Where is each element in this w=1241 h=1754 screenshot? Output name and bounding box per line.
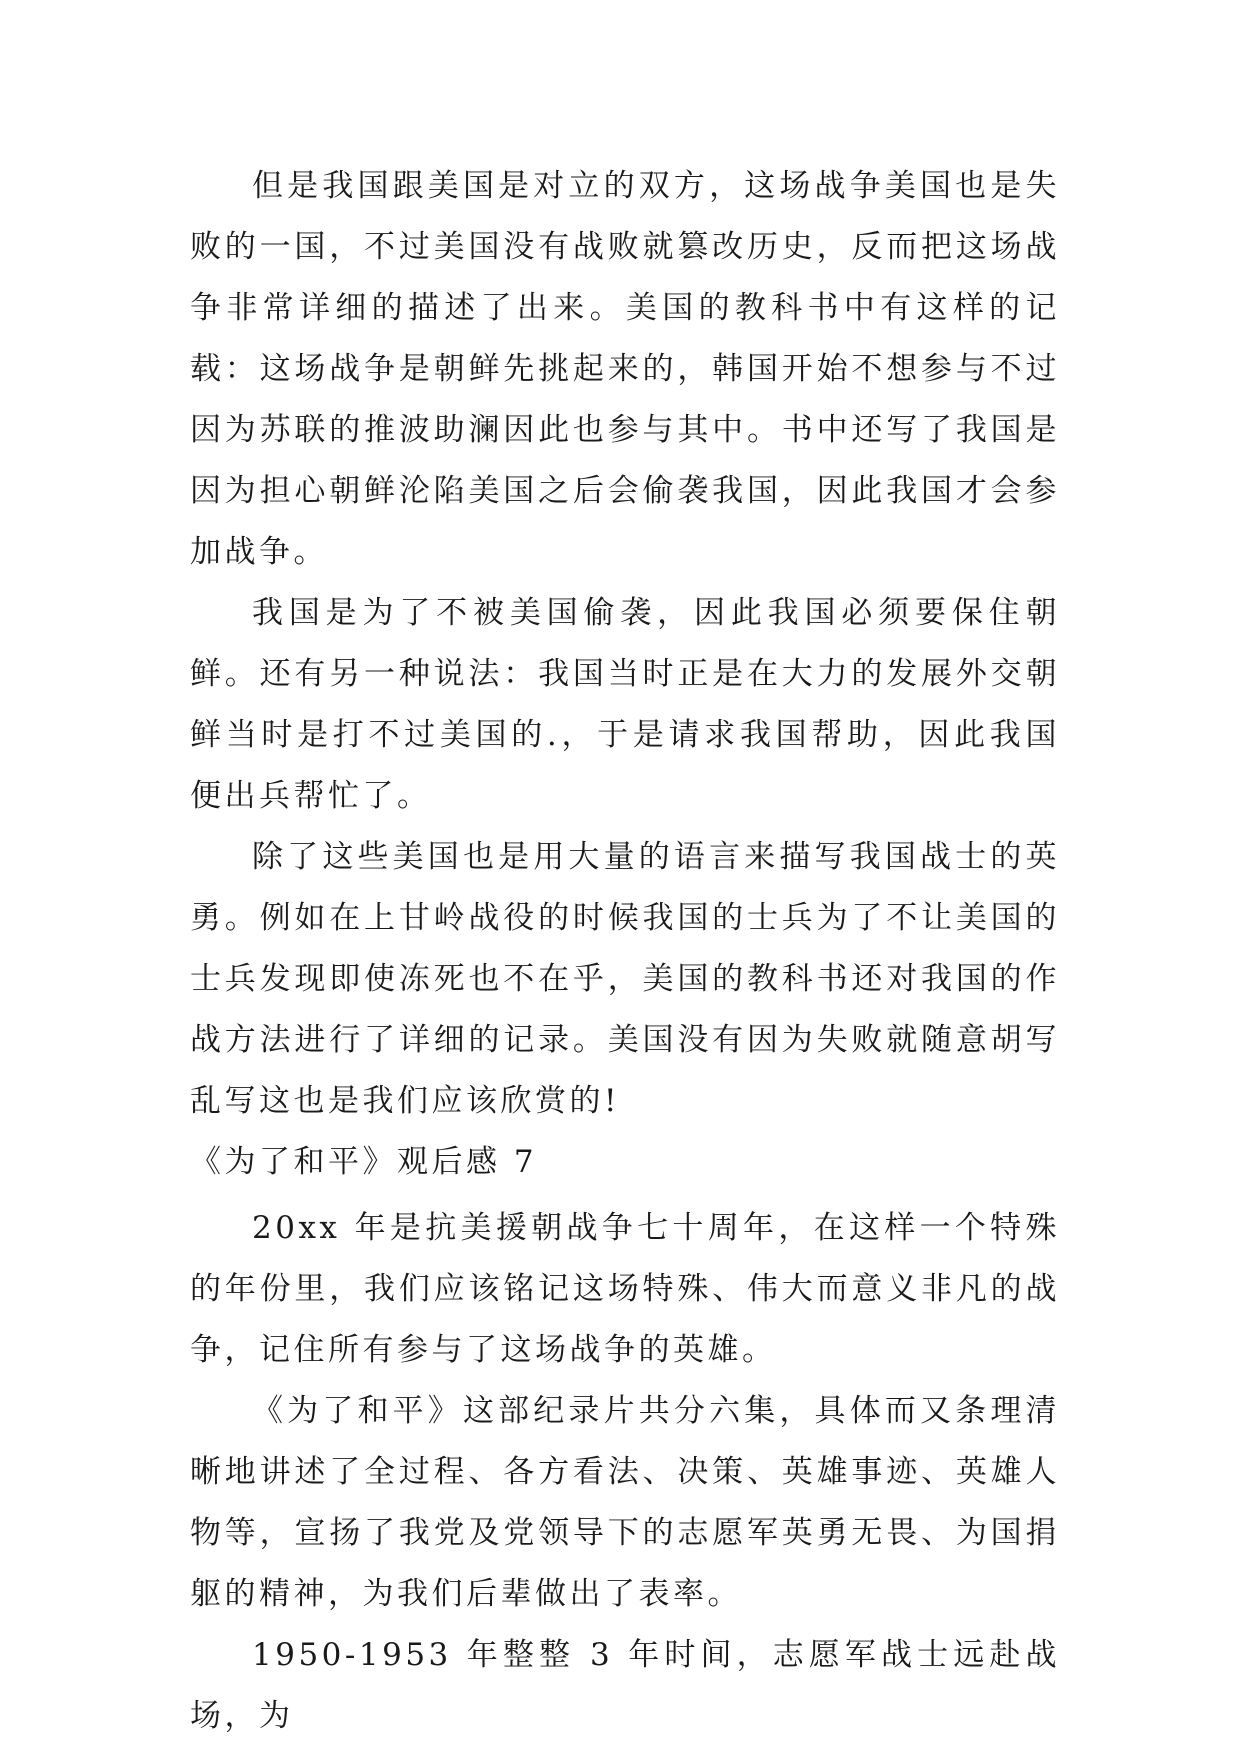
paragraph: 20xx 年是抗美援朝战争七十周年，在这样一个特殊的年份里，我们应该铭记这场特殊、伟大而意义非凡的战争，记住所有参与了这场战争的英雄。 [190,1210,1060,1368]
paragraph: 1950-1953 年整整 3 年时间，志愿军战士远赴战场，为 [190,1637,1060,1734]
paragraph: 但是我国跟美国是对立的双方，这场战争美国也是失败的一国，不过美国没有战败就篡改历史，反而把这场战争非常详细的描述了出来。美国的教科书中有这样的记载：这场战争是朝鲜先挑起来的，韩国开始不想参与不过因为苏联的推波助澜因此也参与其中。书中还写了我国是因为担心朝鲜沦陷美国之后会偷袭我国，因此我国才会参加战争。 [190,168,1060,570]
paragraph: 除了这些美国也是用大量的语言来描写我国战士的英勇。例如在上甘岭战役的时候我国的士兵为了不让美国的士兵发现即使冻死也不在乎，美国的教科书还对我国的作战方法进行了详细的记录。美国没有因为失败就随意胡写乱写这也是我们应该欣赏的! [190,839,1060,1119]
paragraph: 我国是为了不被美国偷袭，因此我国必须要保住朝鲜。还有另一种说法：我国当时正是在大力的发展外交朝鲜当时是打不过美国的.，于是请求我国帮助，因此我国便出兵帮忙了。 [190,595,1060,814]
paragraph: 《为了和平》这部纪录片共分六集，具体而又条理清晰地讲述了全过程、各方看法、决策、英雄事迹、英雄人物等，宣扬了我党及党领导下的志愿军英勇无畏、为国捐躯的精神，为我们后辈做出了表率。 [190,1393,1060,1612]
section-title: 《为了和平》观后感 7 [190,1144,538,1180]
document-body [190,156,1060,1747]
